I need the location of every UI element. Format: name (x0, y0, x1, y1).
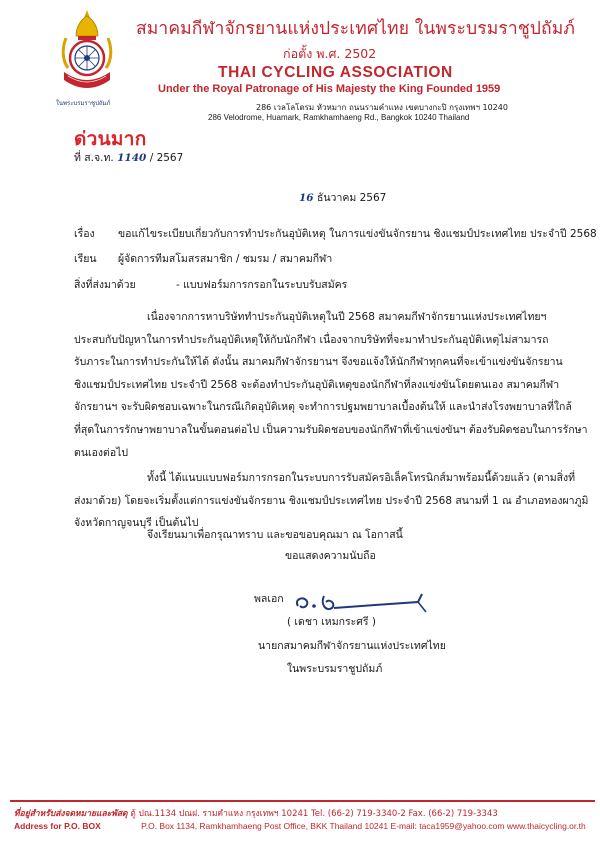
footer-divider (10, 800, 595, 802)
body-line: ที่สุดในการรักษาพยาบาลในขั้นตอนต่อไป เป็นความรับผิดชอบของนักกีฬาที่เข้าแข่งขันฯ ต้องรับผิดชอบในการรักษา (74, 423, 588, 436)
date-handwritten-day: 16 (299, 192, 314, 204)
org-name-english: THAI CYCLING ASSOCIATION (218, 64, 453, 81)
attachment-row (74, 276, 348, 293)
founded-year: ก่อตั้ง พ.ศ. 2502 (283, 46, 377, 61)
reference-handwritten-number: 1140 (117, 152, 147, 164)
recipient-text: ผู้จัดการทีมสโมสรสมาชิก / ชมรม / สมาคมกีฬา (118, 253, 333, 265)
body-line: จังหวัดกาญจนบุรี เป็นต้นไป (74, 517, 199, 530)
closing-salutation: ขอแสดงความนับถือ (285, 550, 376, 562)
signer-name: ( เดชา เหมกระศรี ) (287, 616, 377, 628)
closing-remark: จึงเรียนมาเพื่อกรุณาทราบ และขอขอบคุณมา ณ โอกาสนี้ (147, 529, 403, 541)
body-line: ทั้งนี้ ได้แนบแบบฟอร์มการกรอกในระบบการรับสมัครอิเล็คโทรนิกส์มาพร้อมนี้ด้วยแล้ว (ตามสิ่งที่ (147, 472, 576, 484)
recipient-label: เรียน (74, 253, 97, 265)
body-paragraph-2 (74, 467, 589, 535)
footer-mailing-label: ที่อยู่สำหรับส่งจดหมายและพัสดุ (14, 809, 128, 819)
reference-number (74, 149, 183, 166)
body-line: ส่งมาด้วย) โดยจะเริ่มตั้งแต่การแข่งขันจักรยาน ชิงแชมป์ประเทศไทย ประจำปี 2568 สนามที่ 1 ณ อำเภอทองผาภูมิ (74, 494, 589, 507)
urgent-stamp: ด่วนมาก (74, 128, 147, 150)
footer-mailing-thai (14, 806, 498, 820)
royal-crest-icon (58, 8, 116, 108)
subject-row (74, 225, 597, 242)
date-month-year: ธันวาคม 2567 (316, 192, 387, 204)
signer-position: นายกสมาคมกีฬาจักรยานแห่งประเทศไทย (258, 640, 446, 652)
recipient-row (74, 250, 333, 267)
address-thai: 286 เวลโลโดรม หัวหมาก ถนนรามคำแหง เขตบางกะปิ กรุงเทพฯ 10240 (256, 103, 508, 112)
reference-prefix: ที่ ส.จ.ท. (74, 152, 114, 164)
signer-rank: พลเอก (254, 593, 284, 605)
signer-position-royal: ในพระบรมราชูปถัมภ์ (287, 663, 383, 675)
reference-suffix: / 2567 (149, 152, 184, 164)
footer-mailing-english (14, 821, 586, 831)
body-line: ตนเองต่อไป (74, 446, 129, 459)
association-logo (58, 8, 116, 108)
body-line: ประสบกับปัญหาในการทำประกันอุบัติเหตุให้กับนักกีฬา เนื่องจากบริษัทที่จะมาทำประกันอุบัติเหตุไม่สามารถ (74, 333, 549, 346)
body-paragraph-1 (74, 306, 588, 464)
body-line: รับภาระในการทำประกันให้ได้ ดังนั้น สมาคมกีฬาจักรยานฯ จึงขอแจ้งให้นักกีฬาทุกคนที่จะเข้าแข่งขันจักรยาน (74, 356, 563, 369)
subject-label: เรื่อง (74, 228, 95, 240)
footer-pobox-label: Address for P.O. BOX (14, 821, 101, 831)
org-name-thai: สมาคมกีฬาจักรยานแห่งประเทศไทย ในพระบรมราชูปถัมภ์ (136, 19, 575, 39)
royal-patronage-line: Under the Royal Patronage of His Majesty the King Founded 1959 (158, 83, 501, 95)
footer-pobox-text: P.O. Box 1134, Ramkhamhaeng Post Office, BKK Thailand 10241 E-mail: taca1959@yahoo.com www.thaicycling.or.th (141, 821, 586, 831)
body-line: ชิงแชมป์ประเทศไทย ประจำปี 2568 จะต้องทำประกันอุบัติเหตุของนักกีฬาที่ลงแข่งขันโดยตนเอง สมาคมกีฬา (74, 378, 560, 391)
footer-mailing-text: ตู้ ปณ.1134 ปณฝ. รามคำแหง กรุงเทพฯ 10241 Tel. (66-2) 719-3340-2 Fax. (66-2) 719-3343 (130, 809, 498, 819)
body-line: จักรยานฯ จะรับผิดชอบเฉพาะในกรณีเกิดอุบัติเหตุ จะทำการปฐมพยาบาลเบื้องต้นให้ และนำส่งโรงพยาบาลที่ใกล้ (74, 401, 572, 414)
attachment-text: - แบบฟอร์มการกรอกในระบบรับสมัคร (176, 279, 348, 291)
address-english: 286 Velodrome, Huamark, Ramkhamhaeng Rd., Bangkok 10240 Thailand (208, 113, 470, 122)
letter-date (299, 189, 386, 206)
subject-text: ขอแก้ไขระเบียบเกี่ยวกับการทำประกันอุบัติเหตุ ในการแข่งขันจักรยาน ชิงแชมป์ประเทศไทย ประจำปี 2568 (118, 228, 597, 240)
body-line: เนื่องจากการหาบริษัททำประกันอุบัติเหตุในปี 2568 สมาคมกีฬาจักรยานแห่งประเทศไทยฯ (147, 311, 547, 323)
attachment-label: สิ่งที่ส่งมาด้วย (74, 279, 136, 291)
logo-caption: ในพระบรมราชูปถัมภ์ (56, 100, 111, 107)
